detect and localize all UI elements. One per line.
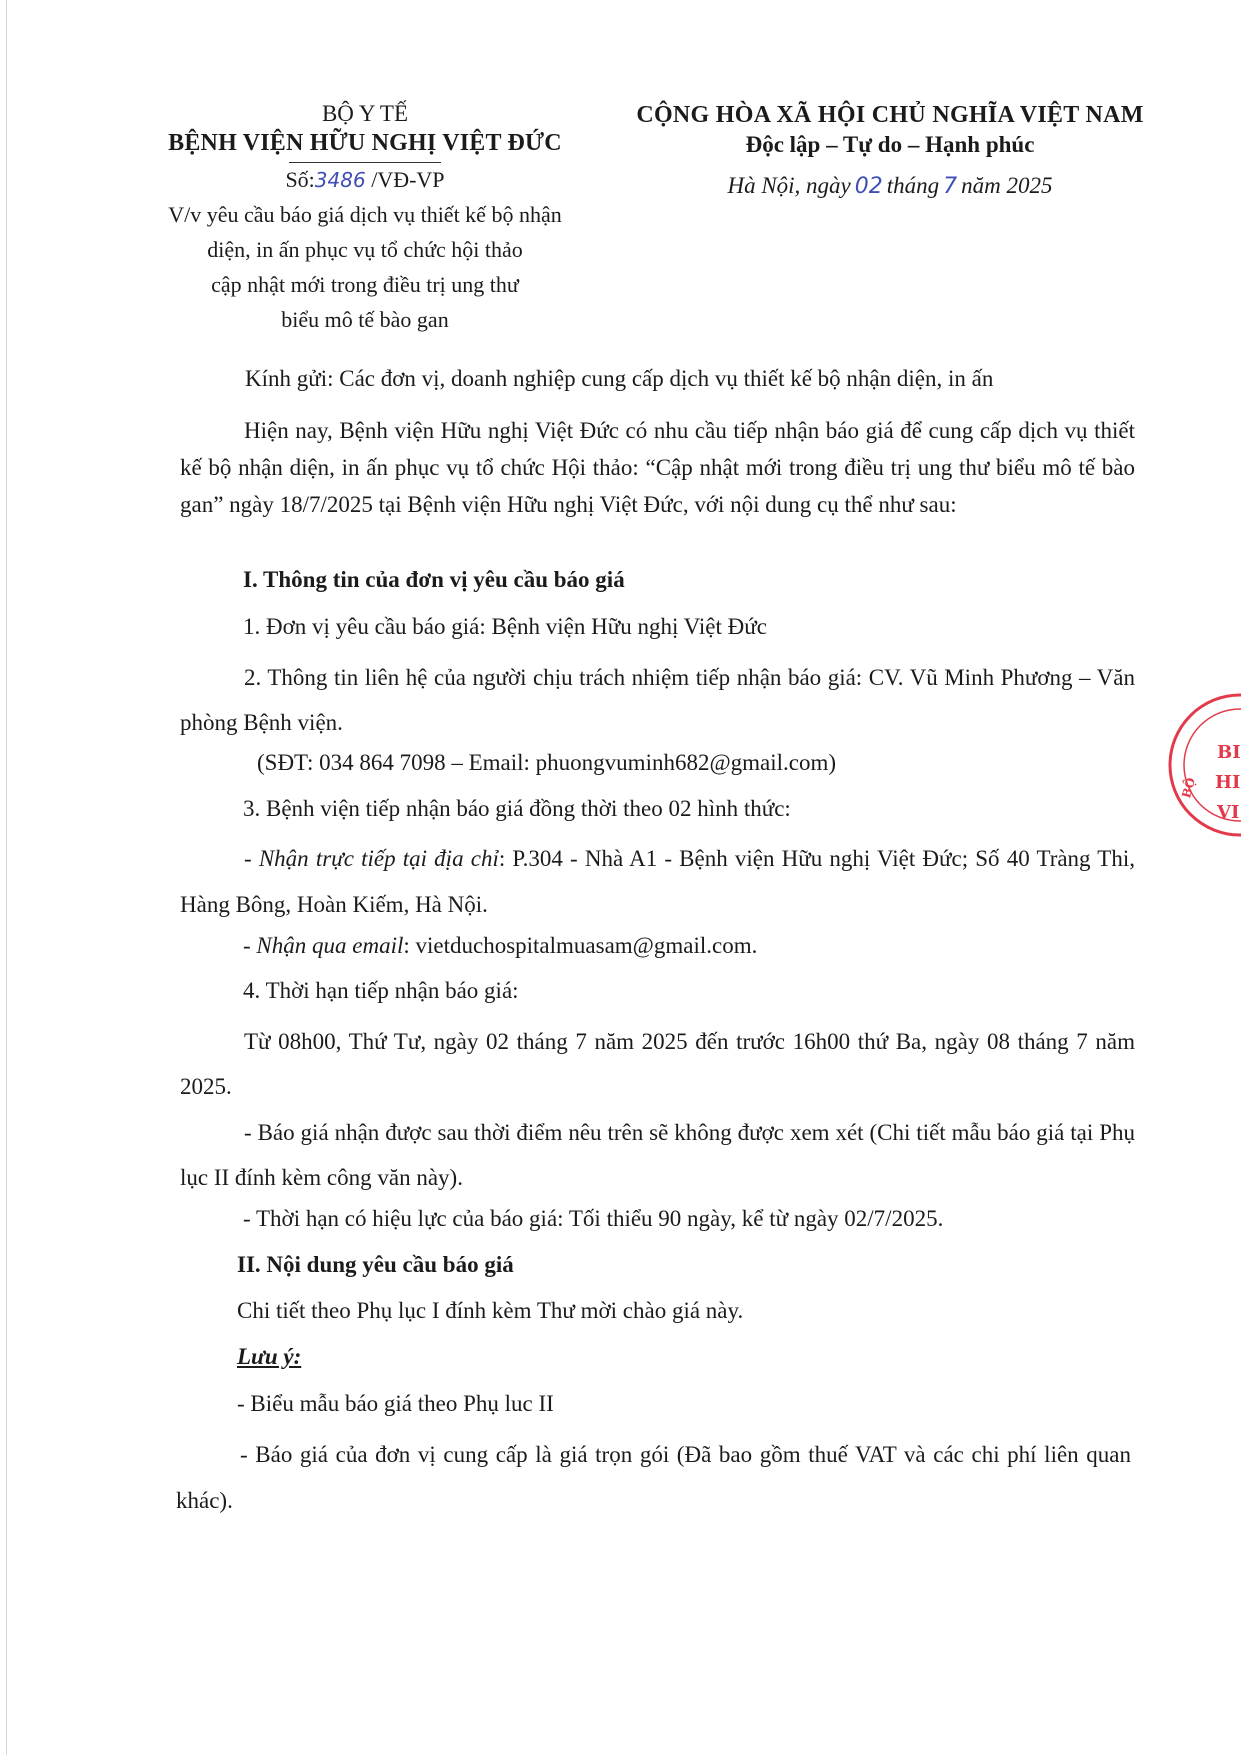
official-stamp-icon (1165, 690, 1241, 840)
date-year: năm 2025 (961, 173, 1053, 198)
date-day-handwritten: 02 (854, 174, 883, 199)
notes-title-text: Lưu ý: (237, 1344, 302, 1369)
ministry-name: BỘ Y TẾ (321, 101, 409, 126)
national-header-block (610, 100, 1170, 204)
scan-edge-line (6, 0, 7, 1755)
date-month-handwritten: 7 (943, 174, 958, 199)
submission-period: Từ 08h00, Thứ Tư, ngày 02 tháng 7 năm 2025 đến trước 16h00 thứ Ba, ngày 08 tháng 7 năm 2025. (180, 1029, 1135, 1099)
notes-title (237, 1340, 1137, 1374)
section-1-item-4: 4. Thời hạn tiếp nhận báo giá: (243, 978, 519, 1003)
recipient-line: Kính gửi: Các đơn vị, doanh nghiệp cung cấp dịch vụ thiết kế bộ nhận diện, in ấn (245, 366, 994, 391)
republic-title: CỘNG HÒA XÃ HỘI CHỦ NGHĨA VIỆT NAM (636, 102, 1144, 128)
subject-block (145, 197, 585, 337)
issuer-underline (289, 162, 441, 163)
subject-line: V/v yêu cầu báo giá dịch vụ thiết kế bộ nhận (168, 202, 562, 227)
direct-submission-label: - Nhận trực tiếp tại địa chỉ (244, 846, 499, 871)
late-submission-note: - Báo giá nhận được sau thời điểm nêu trên sẽ không được xem xét (Chi tiết mẫu báo giá tại Phụ lục II đính kèm công văn này). (180, 1120, 1135, 1190)
stamp-letters-4: BỘ (1179, 776, 1199, 800)
doc-number-prefix: Số: (285, 167, 315, 192)
stamp-letters-2: HI (1215, 772, 1241, 793)
doc-number-suffix: /VĐ-VP (371, 167, 445, 192)
note-1: - Biểu mẫu báo giá theo Phụ luc II (237, 1391, 554, 1416)
date-month-word: tháng (886, 173, 940, 198)
section-1-item-2: 2. Thông tin liên hệ của người chịu trách nhiệm tiếp nhận báo giá: CV. Vũ Minh Phương – Văn phòng Bệnh viện. (180, 665, 1135, 735)
email-submission (243, 929, 1143, 963)
direct-submission (180, 836, 1135, 928)
date-prefix: Hà Nội, ngày (727, 173, 851, 198)
doc-number-handwritten: 3486 (314, 168, 366, 192)
contact-info: (SĐT: 034 864 7098 – Email: phuongvuminh682@gmail.com) (257, 750, 837, 775)
issuer-block (130, 100, 600, 337)
national-motto: Độc lập – Tự do – Hạnh phúc (745, 132, 1035, 157)
section-1-item-3: 3. Bệnh viện tiếp nhận báo giá đồng thời theo 02 hình thức: (243, 796, 791, 821)
email-submission-label: - Nhận qua email (243, 933, 404, 958)
direct-submission-address: : P.304 - Nhà A1 - Bệnh viện Hữu nghị Việt Đức; Số 40 Tràng Thi, Hàng Bông, Hoàn Kiếm, Hà Nội. (180, 846, 1135, 917)
section-1-heading: I. Thông tin của đơn vị yêu cầu báo giá (243, 567, 625, 592)
subject-line: biểu mô tế bào gan (281, 307, 449, 332)
subject-line: cập nhật mới trong điều trị ung thư (211, 272, 519, 297)
date-line (610, 169, 1170, 204)
hospital-name: BỆNH VIỆN HỮU NGHỊ VIỆT ĐỨC (168, 130, 562, 156)
note-2: - Báo giá của đơn vị cung cấp là giá trọn gói (Đã bao gồm thuế VAT và các chi phí liên quan khác). (176, 1442, 1131, 1513)
quote-validity: - Thời hạn có hiệu lực của báo giá: Tối thiểu 90 ngày, kể từ ngày 02/7/2025. (243, 1206, 944, 1231)
section-1-item-1: 1. Đơn vị yêu cầu báo giá: Bệnh viện Hữu nghị Việt Đức (243, 614, 767, 639)
stamp-letters-3: VI (1217, 802, 1240, 823)
document-number (130, 165, 600, 195)
section-2-heading: II. Nội dung yêu cầu báo giá (237, 1252, 514, 1277)
section-2-detail: Chi tiết theo Phụ lục I đính kèm Thư mời chào giá này. (237, 1298, 744, 1323)
subject-line: diện, in ấn phục vụ tổ chức hội thảo (207, 237, 523, 262)
email-submission-address: : vietduchospitalmuasam@gmail.com. (403, 933, 758, 958)
intro-paragraph: Hiện nay, Bệnh viện Hữu nghị Việt Đức có nhu cầu tiếp nhận báo giá để cung cấp dịch vụ thiết kế bộ nhận diện, in ấn phục vụ tổ chức Hội thảo: “Cập nhật mới trong điều trị ung thư biểu mô tế bào gan” ngày 18/7/2025 tại Bệnh viện Hữu nghị Việt Đức, với nội dung cụ thể như sau: (180, 418, 1135, 517)
stamp-letters-1: BI (1217, 742, 1241, 763)
